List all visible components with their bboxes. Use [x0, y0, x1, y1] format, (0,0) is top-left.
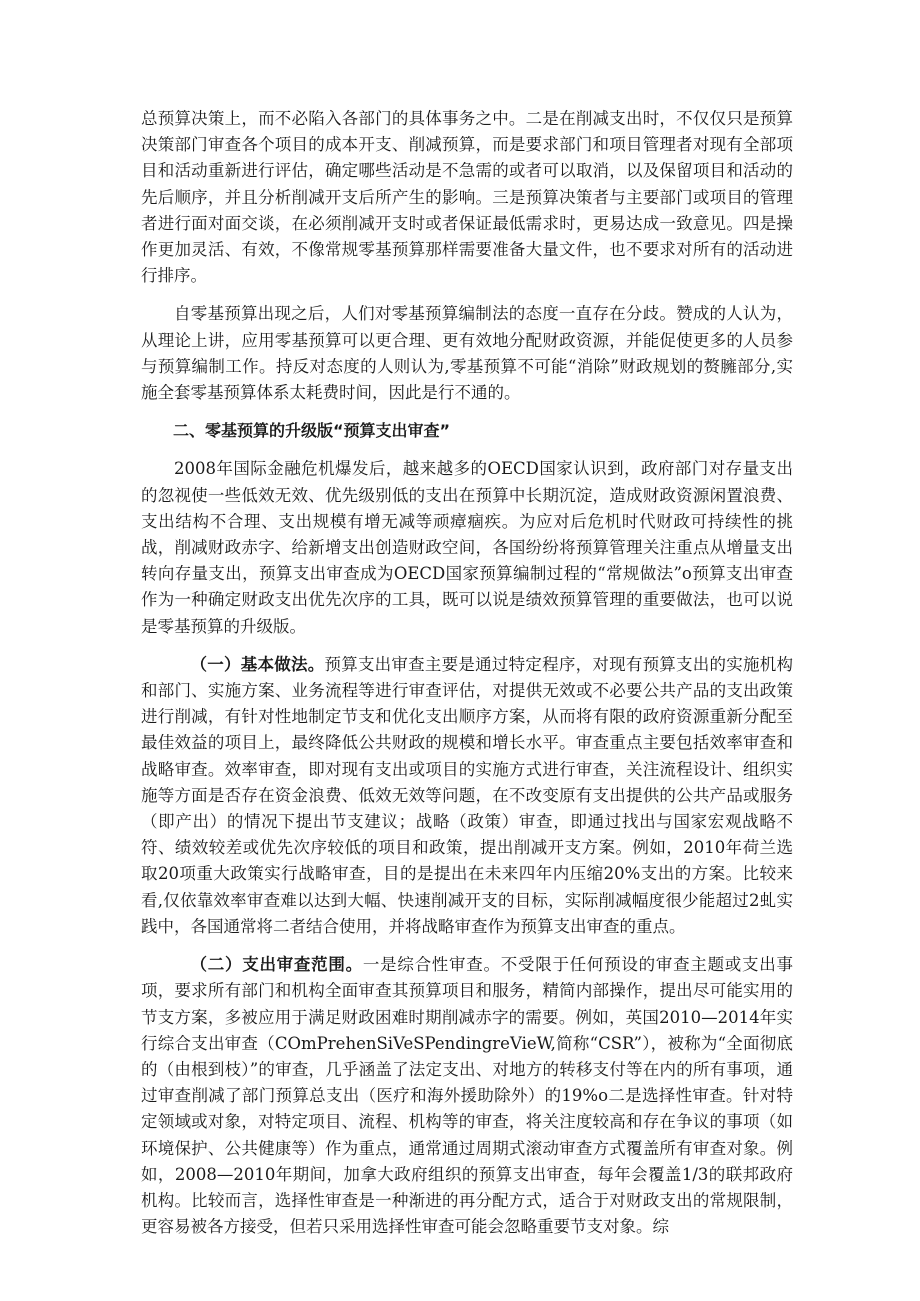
paragraph-review-scope: [141, 952, 793, 1240]
paragraph-review-scope-body: 一是综合性审查。不受限于任何预设的审查主题或支出事项，要求所有部门和机构全面审查其预算项目和服务，精简内部操作，提出尽可能实用的节支方案，多被应用于满足财政困难时期削减赤字的需要。例如，英国2010—2014年实行综合支出审查（COmPrehenSiVeSPendingreVieW,简称“CSR”），被称为“全面彻底的（由根到枝）”的审查，几乎涵盖了法定支出、对地方的转移支付等在内的所有事项，通过审查削减了部门预算总支出（医疗和海外援助除外）的19%o二是选择性审查。针对特定领域或对象，对特定项目、流程、机构等的审查，将关注度较高和存在争议的事项（如环境保护、公共健康等）作为重点，通常通过周期式滚动审查方式覆盖所有审查对象。例如，2008—2010年期间，加拿大政府组织的预算支出审查，每年会覆盖1/3的联邦政府机构。比较而言，选择性审查是一种渐进的再分配方式，适合于对财政支出的常规限制，更容易被各方接受，但若只采用选择性审查可能会忽略重要节支对象。综: [141, 955, 794, 1237]
subsection-heading-review-scope: （二）支出审查范围。: [190, 955, 363, 975]
paragraph-zero-based-debate: 自零基预算出现之后，人们对零基预算编制法的态度一直存在分歧。赞成的人认为，从理论上讲，应用零基预算可以更合理、更有效地分配财政资源，并能促使更多的人员参与预算编制工作。持反对态度的人则认为,零基预算不可能“消除”财政规划的赘臃部分,实施全套零基预算体系太耗费时间，因此是行不通的。: [141, 304, 793, 403]
paragraph-oecd-background: 2008年国际金融危机爆发后，越来越多的OECD国家认识到，政府部门对存量支出的忽视使一些低效无效、优先级别低的支出在预算中长期沉淀，造成财政资源闲置浪费、支出结构不合理、支出规模有增无减等顽瘴痼疾。为应对后危机时代财政可持续性的挑战，削减财政赤字、给新增支出创造财政空间，各国纷纷将预算管理关注重点从增量支出转向存量支出，预算支出审查成为OECD国家预算编制过程的“常规做法”o预算支出审查作为一种确定财政支出优先次序的工具，既可以说是绩效预算管理的重要做法，也可以说是零基预算的升级版。: [141, 459, 793, 636]
document-page: [141, 106, 793, 1240]
paragraph-continued: 总预算决策上，而不必陷入各部门的具体事务之中。二是在削减支出时，不仅仅只是预算决策部门审查各个项目的成本开支、削减预算，而是要求部门和项目管理者对现有全部项目和活动重新进行评估，确定哪些活动是不急需的或者可以取消，以及保留项目和活动的先后顺序，并且分析削减开支后所产生的影响。三是预算决策者与主要部门或项目的管理者进行面对面交谈，在必须削减开支时或者保证最低需求时，更易达成一致意见。四是操作更加灵活、有效，不像常规零基预算那样需要准备大量文件，也不要求对所有的活动进行排序。: [141, 109, 793, 286]
section-heading: 二、零基预算的升级版“预算支出审查”: [173, 421, 451, 441]
paragraph-basic-method-body: 预算支出审查主要是通过特定程序，对现有预算支出的实施机构和部门、实施方案、业务流程等进行审查评估，对提供无效或不必要公共产品的支出政策进行削减，有针对性地制定节支和优化支出顺序方案，从而将有限的政府资源重新分配至最佳效益的项目上，最终降低公共财政的规模和增长水平。审查重点主要包括效率审查和战略审查。效率审查，即对现有支出或项目的实施方式进行审查，关注流程设计、组织实施等方面是否存在资金浪费、低效无效等问题，在不改变原有支出提供的公共产品或服务（即产出）的情况下提出节支建议；战略（政策）审查，即通过找出与国家宏观战略不符、绩效较差或优先次序较低的项目和政策，提出削减开支方案。例如，2010年荷兰选取20项重大政策实行战略审查，目的是提出在未来四年内压缩20%支出的方案。比较来看,仅依靠效率审查难以达到大幅、快速削减开支的目标，实际削减幅度很少能超过2虬实践中，各国通常将二者结合使用，并将战略审查作为预算支出审查的重点。: [141, 654, 794, 936]
subsection-heading-basic-method: （一）基本做法。: [190, 654, 325, 674]
paragraph-basic-method: [141, 652, 793, 940]
